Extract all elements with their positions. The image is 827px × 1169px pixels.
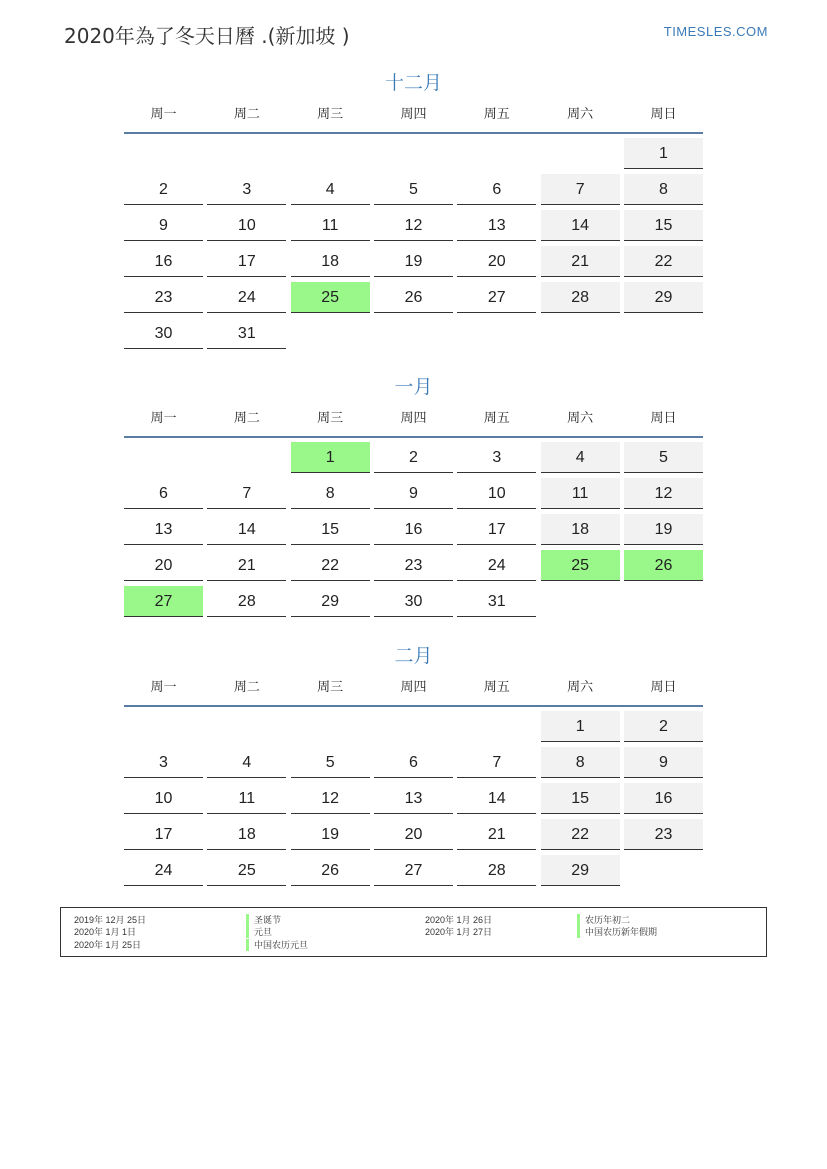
weekday-label: 周日 xyxy=(650,680,677,695)
day-cell[interactable]: 30 xyxy=(124,318,203,349)
day-cell[interactable]: 17 xyxy=(124,819,203,850)
day-cell[interactable]: 4 xyxy=(291,174,370,205)
week-row xyxy=(124,586,703,622)
empty-day-cell xyxy=(291,711,370,742)
day-cell[interactable]: 24 xyxy=(457,550,536,581)
month-title: 一月 xyxy=(394,376,433,398)
day-cell[interactable]: 20 xyxy=(124,550,203,581)
week-row xyxy=(124,550,703,586)
month-title: 十二月 xyxy=(384,72,442,94)
legend-date: 2020年 1月 27日 xyxy=(425,927,493,937)
weekday-label: 周四 xyxy=(400,411,427,426)
empty-day-cell xyxy=(457,138,536,169)
empty-day-cell xyxy=(124,442,203,473)
day-cell[interactable]: 26 xyxy=(374,282,453,313)
weekday-label: 周一 xyxy=(150,680,177,695)
weekend-day-cell[interactable]: 22 xyxy=(541,819,620,850)
day-cell[interactable]: 19 xyxy=(374,246,453,277)
day-cell[interactable]: 2 xyxy=(124,174,203,205)
weekend-day-cell[interactable]: 15 xyxy=(624,210,703,241)
week-row xyxy=(124,855,703,891)
empty-day-cell xyxy=(207,711,286,742)
day-cell[interactable]: 22 xyxy=(291,550,370,581)
weekday-label: 周一 xyxy=(150,411,177,426)
weekday-label: 周日 xyxy=(650,411,677,426)
holiday-day-cell[interactable]: 25 xyxy=(541,550,620,581)
month-title: 二月 xyxy=(394,645,433,667)
weekday-label: 周六 xyxy=(567,107,594,122)
empty-day-cell xyxy=(457,318,536,349)
day-cell[interactable]: 10 xyxy=(457,478,536,509)
day-cell[interactable]: 3 xyxy=(207,174,286,205)
legend-holiday: 元旦 xyxy=(246,926,272,938)
legend-date: 2020年 1月 1日 xyxy=(74,927,137,937)
day-cell[interactable]: 10 xyxy=(207,210,286,241)
empty-day-cell xyxy=(207,442,286,473)
legend-holiday: 中国农历元旦 xyxy=(246,939,308,951)
day-grid xyxy=(124,442,703,622)
week-row xyxy=(124,711,703,747)
weekday-header xyxy=(124,106,703,134)
weekday-label: 周三 xyxy=(317,107,344,122)
weekend-day-cell[interactable]: 1 xyxy=(624,138,703,169)
month-block xyxy=(124,641,703,891)
day-cell[interactable]: 19 xyxy=(291,819,370,850)
day-cell[interactable]: 13 xyxy=(124,514,203,545)
empty-day-cell xyxy=(624,855,703,886)
day-cell[interactable]: 26 xyxy=(291,855,370,886)
day-cell[interactable]: 29 xyxy=(291,586,370,617)
day-cell[interactable]: 31 xyxy=(207,318,286,349)
day-cell[interactable]: 9 xyxy=(124,210,203,241)
day-cell[interactable]: 5 xyxy=(374,174,453,205)
week-row xyxy=(124,514,703,550)
day-cell[interactable]: 10 xyxy=(124,783,203,814)
holiday-day-cell[interactable]: 25 xyxy=(291,282,370,313)
day-cell[interactable]: 18 xyxy=(207,819,286,850)
weekend-day-cell[interactable]: 4 xyxy=(541,442,620,473)
empty-day-cell xyxy=(291,318,370,349)
day-cell[interactable]: 9 xyxy=(374,478,453,509)
legend-holiday: 中国农历新年假期 xyxy=(577,926,657,938)
weekday-label: 周五 xyxy=(483,411,510,426)
day-cell[interactable]: 6 xyxy=(374,747,453,778)
weekend-day-cell[interactable]: 29 xyxy=(624,282,703,313)
weekend-day-cell[interactable]: 8 xyxy=(624,174,703,205)
holiday-day-cell[interactable]: 1 xyxy=(291,442,370,473)
holiday-day-cell[interactable]: 26 xyxy=(624,550,703,581)
day-cell[interactable]: 4 xyxy=(207,747,286,778)
legend-date: 2019年 12月 25日 xyxy=(74,915,147,925)
weekday-label: 周四 xyxy=(400,680,427,695)
day-cell[interactable]: 11 xyxy=(291,210,370,241)
weekday-label: 周日 xyxy=(650,107,677,122)
weekend-day-cell[interactable]: 2 xyxy=(624,711,703,742)
weekend-day-cell[interactable]: 11 xyxy=(541,478,620,509)
empty-day-cell xyxy=(124,711,203,742)
weekday-label: 周六 xyxy=(567,411,594,426)
week-row xyxy=(124,210,703,246)
weekday-label: 周二 xyxy=(233,411,260,426)
day-cell[interactable]: 23 xyxy=(124,282,203,313)
weekend-day-cell[interactable]: 7 xyxy=(541,174,620,205)
week-row xyxy=(124,318,703,354)
week-row xyxy=(124,174,703,210)
day-cell[interactable]: 5 xyxy=(291,747,370,778)
weekend-day-cell[interactable]: 22 xyxy=(624,246,703,277)
day-cell[interactable]: 25 xyxy=(207,855,286,886)
day-cell[interactable]: 3 xyxy=(124,747,203,778)
day-cell[interactable]: 12 xyxy=(374,210,453,241)
day-cell[interactable]: 18 xyxy=(291,246,370,277)
weekday-label: 周二 xyxy=(233,680,260,695)
empty-day-cell xyxy=(291,138,370,169)
weekday-label: 周三 xyxy=(317,680,344,695)
week-row xyxy=(124,442,703,478)
week-row xyxy=(124,138,703,174)
weekend-day-cell[interactable]: 12 xyxy=(624,478,703,509)
day-grid xyxy=(124,138,703,354)
day-cell[interactable]: 16 xyxy=(124,246,203,277)
legend-date: 2020年 1月 26日 xyxy=(425,915,493,925)
legend-holiday: 农历年初二 xyxy=(577,914,630,926)
week-row xyxy=(124,747,703,783)
day-cell[interactable]: 13 xyxy=(374,783,453,814)
day-cell[interactable]: 31 xyxy=(457,586,536,617)
legend-holiday: 圣诞节 xyxy=(246,914,281,926)
month-block xyxy=(124,372,703,622)
day-cell[interactable]: 27 xyxy=(457,282,536,313)
day-cell[interactable]: 7 xyxy=(207,478,286,509)
week-row xyxy=(124,819,703,855)
day-grid xyxy=(124,711,703,891)
weekday-label: 周二 xyxy=(233,107,260,122)
empty-day-cell xyxy=(124,138,203,169)
weekend-day-cell[interactable]: 14 xyxy=(541,210,620,241)
day-cell[interactable]: 30 xyxy=(374,586,453,617)
empty-day-cell xyxy=(374,138,453,169)
weekday-header xyxy=(124,410,703,438)
weekend-day-cell[interactable]: 9 xyxy=(624,747,703,778)
day-cell[interactable]: 23 xyxy=(374,550,453,581)
empty-day-cell xyxy=(457,711,536,742)
day-cell[interactable]: 27 xyxy=(374,855,453,886)
day-cell[interactable]: 11 xyxy=(207,783,286,814)
weekend-day-cell[interactable]: 23 xyxy=(624,819,703,850)
day-cell[interactable]: 3 xyxy=(457,442,536,473)
empty-day-cell xyxy=(374,711,453,742)
weekend-day-cell[interactable]: 21 xyxy=(541,246,620,277)
weekday-label: 周五 xyxy=(483,680,510,695)
weekend-day-cell[interactable]: 29 xyxy=(541,855,620,886)
weekend-day-cell[interactable]: 19 xyxy=(624,514,703,545)
empty-day-cell xyxy=(624,318,703,349)
holiday-legend xyxy=(60,907,767,957)
weekend-day-cell[interactable]: 28 xyxy=(541,282,620,313)
weekday-label: 周四 xyxy=(400,107,427,122)
weekday-label: 周三 xyxy=(317,411,344,426)
day-cell[interactable]: 6 xyxy=(457,174,536,205)
day-cell[interactable]: 24 xyxy=(124,855,203,886)
day-cell[interactable]: 12 xyxy=(291,783,370,814)
day-cell[interactable]: 20 xyxy=(457,246,536,277)
weekday-label: 周五 xyxy=(483,107,510,122)
day-cell[interactable]: 8 xyxy=(291,478,370,509)
day-cell[interactable]: 17 xyxy=(457,514,536,545)
weekday-label: 周一 xyxy=(150,107,177,122)
holiday-day-cell[interactable]: 27 xyxy=(124,586,203,617)
weekday-label: 周六 xyxy=(567,680,594,695)
weekend-day-cell[interactable]: 5 xyxy=(624,442,703,473)
day-cell[interactable]: 24 xyxy=(207,282,286,313)
empty-day-cell xyxy=(541,586,620,617)
site-name[interactable]: TIMESLES.COM xyxy=(663,24,768,39)
empty-day-cell xyxy=(624,586,703,617)
day-cell[interactable]: 28 xyxy=(457,855,536,886)
month-block xyxy=(124,68,703,354)
day-cell[interactable]: 7 xyxy=(457,747,536,778)
week-row xyxy=(124,478,703,514)
weekend-day-cell[interactable]: 15 xyxy=(541,783,620,814)
day-cell[interactable]: 21 xyxy=(207,550,286,581)
weekday-header xyxy=(124,679,703,707)
empty-day-cell xyxy=(374,318,453,349)
empty-day-cell xyxy=(541,138,620,169)
legend-date: 2020年 1月 25日 xyxy=(74,940,142,950)
day-cell[interactable]: 2 xyxy=(374,442,453,473)
weekend-day-cell[interactable]: 18 xyxy=(541,514,620,545)
week-row xyxy=(124,246,703,282)
empty-day-cell xyxy=(207,138,286,169)
day-cell[interactable]: 16 xyxy=(374,514,453,545)
weekend-day-cell[interactable]: 8 xyxy=(541,747,620,778)
empty-day-cell xyxy=(541,318,620,349)
page-title: 2020年為了冬天日曆 .(新加坡 ) xyxy=(64,24,350,48)
day-cell[interactable]: 6 xyxy=(124,478,203,509)
day-cell[interactable]: 21 xyxy=(457,819,536,850)
day-cell[interactable]: 28 xyxy=(207,586,286,617)
weekend-day-cell[interactable]: 16 xyxy=(624,783,703,814)
day-cell[interactable]: 20 xyxy=(374,819,453,850)
week-row xyxy=(124,282,703,318)
day-cell[interactable]: 15 xyxy=(291,514,370,545)
week-row xyxy=(124,783,703,819)
day-cell[interactable]: 14 xyxy=(457,783,536,814)
day-cell[interactable]: 13 xyxy=(457,210,536,241)
day-cell[interactable]: 14 xyxy=(207,514,286,545)
day-cell[interactable]: 17 xyxy=(207,246,286,277)
weekend-day-cell[interactable]: 1 xyxy=(541,711,620,742)
